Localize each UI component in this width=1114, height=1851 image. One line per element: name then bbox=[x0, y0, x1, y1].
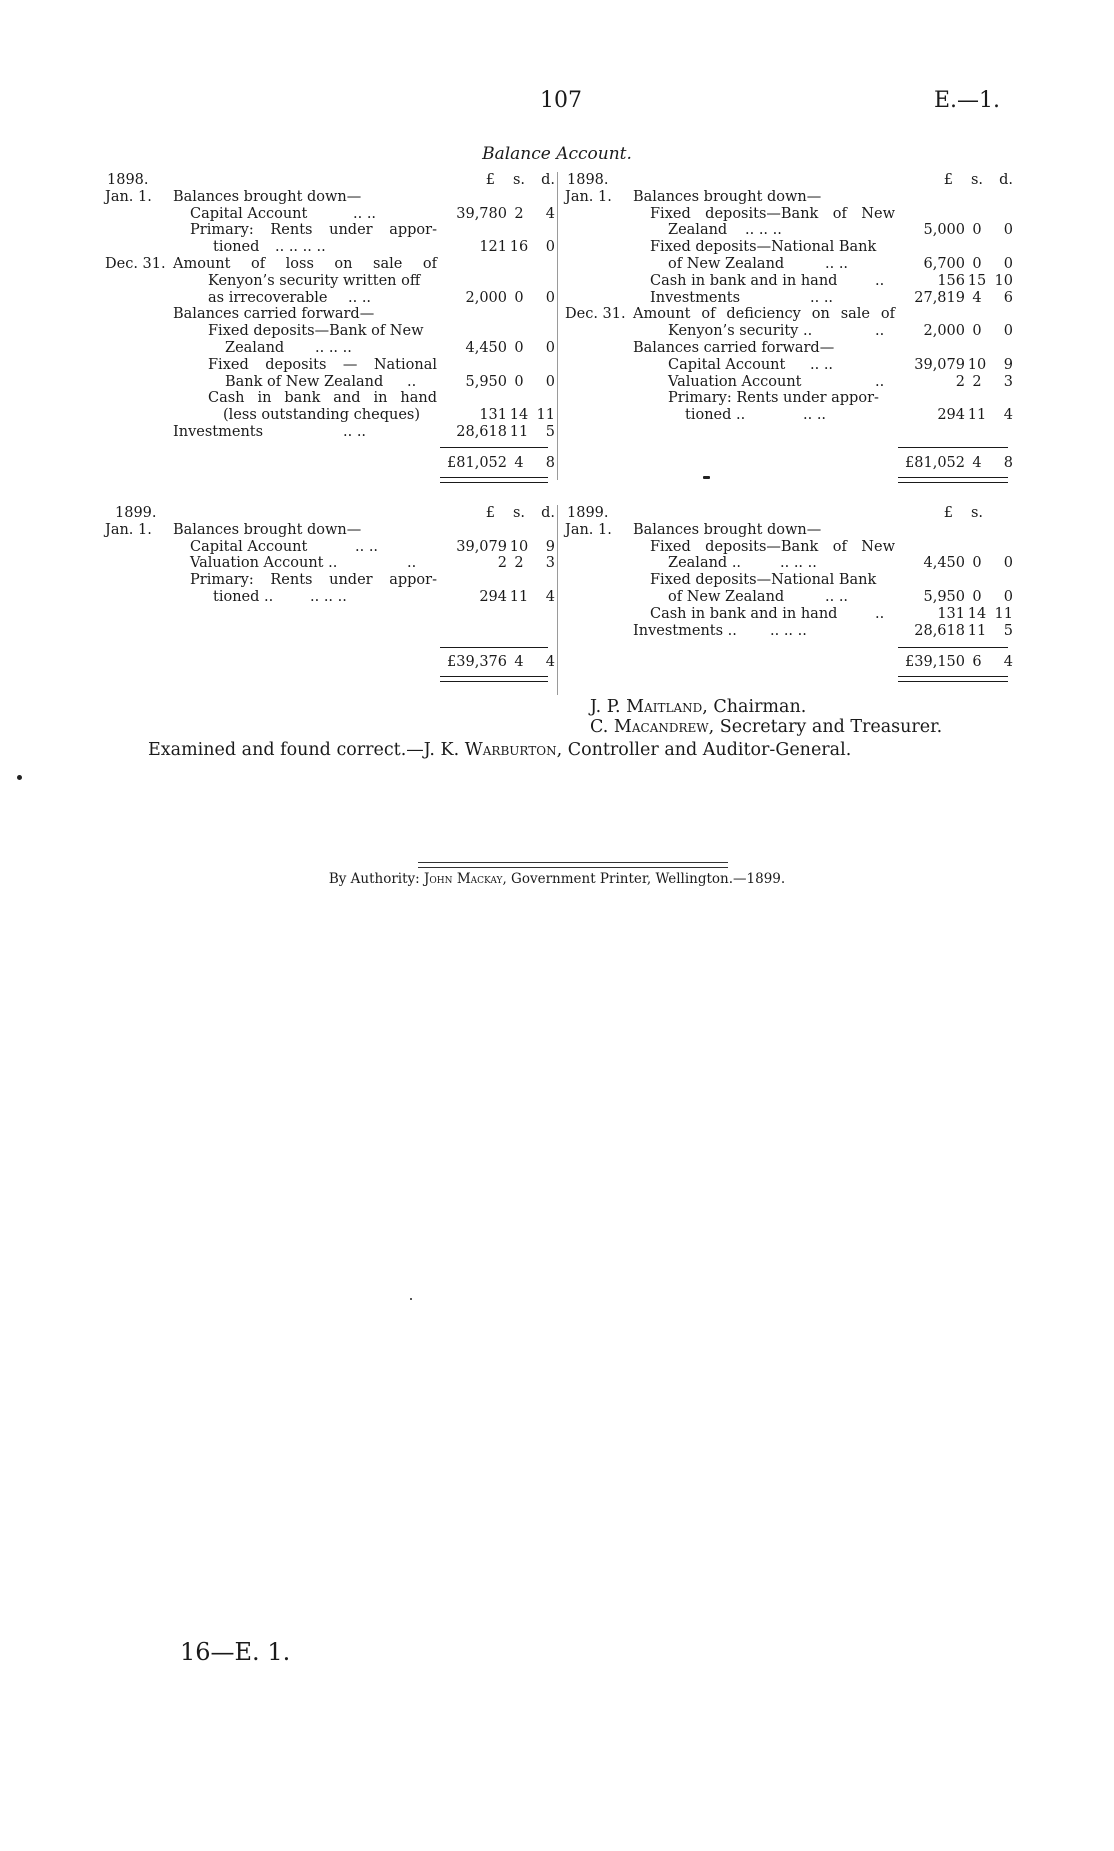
signatory-name: Macandrew bbox=[613, 717, 709, 737]
scan-speck bbox=[410, 1298, 412, 1300]
audit-statement bbox=[148, 740, 851, 760]
pence-value: 0 bbox=[545, 339, 555, 356]
leader-dots: .. .. .. bbox=[780, 555, 817, 572]
ledger-row bbox=[105, 589, 555, 606]
ledger-row bbox=[105, 340, 555, 357]
entry-text: Cash in bank and in hand bbox=[650, 605, 838, 622]
shillings-value: 15 bbox=[967, 272, 987, 289]
pounds-value: 39,079 bbox=[456, 538, 507, 555]
ledger-row bbox=[565, 589, 1013, 606]
auditor-title: , Controller and Auditor-General. bbox=[556, 740, 852, 760]
entry-date: Jan. 1. bbox=[105, 521, 152, 538]
column-divider-1898 bbox=[557, 172, 558, 480]
ledger-row bbox=[565, 256, 1013, 273]
shillings-value: 0 bbox=[972, 555, 982, 572]
year-label: 1899. bbox=[115, 505, 157, 521]
ledger-row bbox=[105, 206, 555, 223]
shillings-value: 14 bbox=[509, 407, 529, 424]
leader-dots: .. .. bbox=[343, 423, 367, 440]
pence-value: 10 bbox=[994, 272, 1013, 289]
shillings-value: 10 bbox=[509, 538, 529, 555]
leader-dots: .. .. bbox=[825, 588, 849, 605]
pence-value: 0 bbox=[1003, 588, 1013, 605]
scan-speck bbox=[17, 775, 22, 780]
entry-text: Investments bbox=[650, 289, 741, 306]
pence-value: 0 bbox=[1003, 555, 1013, 572]
pence-value: 0 bbox=[1003, 323, 1013, 340]
entry-text: Cash in bank and in hand bbox=[650, 272, 838, 289]
pence-header: d. bbox=[541, 505, 555, 521]
ledger-row bbox=[105, 424, 555, 441]
entry-date: Jan. 1. bbox=[565, 521, 612, 538]
shillings-value: 11 bbox=[967, 622, 987, 639]
pence-value: 4 bbox=[545, 588, 555, 605]
ledger-1899-debit bbox=[105, 505, 555, 606]
entry-text: Kenyon’s security .. bbox=[668, 323, 813, 340]
signatory-name: Maitland bbox=[626, 697, 703, 717]
shillings-header: s. bbox=[512, 172, 526, 188]
pence-value: 5 bbox=[545, 423, 555, 440]
entry-text: Balances carried forward— bbox=[173, 306, 375, 323]
pounds-value: 5,000 bbox=[923, 222, 965, 239]
pounds-value: 39,780 bbox=[456, 205, 507, 222]
ledger-row bbox=[565, 407, 1013, 424]
pounds-value: 294 bbox=[479, 588, 507, 605]
leader-dots: .. .. bbox=[825, 255, 849, 272]
pounds-value: 131 bbox=[479, 407, 507, 424]
entry-text: Balances brought down— bbox=[173, 521, 362, 538]
total-shillings: 4 bbox=[514, 654, 524, 670]
shillings-value: 2 bbox=[972, 373, 982, 390]
entry-text: as irrecoverable bbox=[208, 289, 328, 306]
entry-text: Capital Account bbox=[190, 205, 308, 222]
entry-text: Fixed deposits—Bank of New bbox=[650, 538, 895, 555]
audit-prefix: Examined and found correct.—J. K. bbox=[148, 740, 460, 760]
shillings-value: 11 bbox=[967, 407, 987, 424]
pence-value: 0 bbox=[545, 239, 555, 256]
ledger-row bbox=[105, 290, 555, 307]
pence-value: 3 bbox=[545, 555, 555, 572]
double-rule bbox=[440, 477, 548, 483]
entry-text: Cash in bank and in hand bbox=[208, 390, 437, 407]
entry-text: Capital Account bbox=[668, 356, 786, 373]
leader-dots: .. .. .. bbox=[770, 622, 807, 639]
total-row-1898-debit bbox=[105, 455, 555, 472]
pounds-value: 4,450 bbox=[923, 555, 965, 572]
total-pence: 4 bbox=[545, 654, 555, 670]
shillings-header: s. bbox=[970, 505, 984, 521]
printer-name: John Mackay bbox=[424, 871, 503, 887]
ledger-1898-credit bbox=[565, 172, 1013, 424]
ledger-row bbox=[565, 273, 1013, 290]
pounds-value: 2,000 bbox=[923, 323, 965, 340]
ledger-row bbox=[105, 407, 555, 424]
shillings-value: 4 bbox=[972, 289, 982, 306]
shillings-value: 0 bbox=[972, 323, 982, 340]
entry-text: Zealand bbox=[668, 222, 728, 239]
entry-text: Investments bbox=[173, 423, 264, 440]
ledger-row bbox=[565, 323, 1013, 340]
total-pounds: £39,150 bbox=[905, 654, 965, 670]
total-row-1899-debit bbox=[105, 654, 555, 671]
leader-dots: .. bbox=[407, 555, 417, 572]
leader-dots: .. .. .. bbox=[315, 339, 352, 356]
entry-text: Capital Account bbox=[190, 538, 308, 555]
year-label: 1898. bbox=[107, 172, 149, 188]
shillings-value: 11 bbox=[509, 423, 529, 440]
document-reference: E.—1. bbox=[934, 88, 1001, 113]
total-pence: 4 bbox=[1003, 654, 1013, 670]
year-label: 1899. bbox=[567, 505, 609, 521]
entry-text: tioned .. bbox=[213, 588, 274, 605]
pounds-value: 2,000 bbox=[465, 289, 507, 306]
pence-value: 0 bbox=[545, 289, 555, 306]
ledger-row bbox=[565, 606, 1013, 623]
pounds-value: 6,700 bbox=[923, 255, 965, 272]
total-pounds: £81,052 bbox=[905, 455, 965, 471]
ledger-row bbox=[105, 239, 555, 256]
entry-date: Jan. 1. bbox=[105, 188, 152, 205]
pence-value: 4 bbox=[545, 205, 555, 222]
pounds-header: £ bbox=[485, 172, 495, 188]
entry-text: Balances brought down— bbox=[633, 521, 822, 538]
entry-text: Primary: Rents under appor- bbox=[668, 390, 879, 407]
entry-text: Fixed deposits—Bank of New bbox=[208, 323, 424, 340]
shillings-value: 0 bbox=[514, 373, 524, 390]
pence-value: 0 bbox=[1003, 222, 1013, 239]
pence-value: 9 bbox=[545, 538, 555, 555]
pounds-value: 5,950 bbox=[923, 588, 965, 605]
ledger-row bbox=[565, 290, 1013, 307]
pence-value: 6 bbox=[1003, 289, 1013, 306]
total-rule bbox=[898, 647, 1008, 648]
shillings-value: 11 bbox=[509, 588, 529, 605]
entry-date: Dec. 31. bbox=[565, 306, 626, 323]
double-rule bbox=[898, 676, 1008, 682]
total-pounds: £81,052 bbox=[447, 455, 507, 471]
ledger-1898-debit bbox=[105, 172, 555, 441]
leader-dots: .. bbox=[875, 323, 885, 340]
leader-dots: .. .. .. bbox=[310, 588, 347, 605]
ledger-row bbox=[565, 623, 1013, 640]
entry-text: Primary: Rents under appor- bbox=[190, 222, 437, 239]
pounds-value: 4,450 bbox=[465, 339, 507, 356]
entry-text: Amount of deficiency on sale of bbox=[633, 306, 895, 323]
entry-text: Investments .. bbox=[633, 622, 737, 639]
leader-dots: .. bbox=[875, 605, 885, 622]
print-signature-mark: 16—E. 1. bbox=[180, 1638, 291, 1666]
pence-value: 11 bbox=[994, 605, 1013, 622]
signature-chairman bbox=[590, 697, 806, 717]
shillings-header: s. bbox=[970, 172, 984, 188]
leader-dots: .. .. .. bbox=[745, 222, 782, 239]
leader-dots: .. .. bbox=[810, 356, 834, 373]
leader-dots: .. bbox=[875, 272, 885, 289]
entry-text: Valuation Account bbox=[668, 373, 802, 390]
leader-dots: .. .. bbox=[353, 205, 377, 222]
entry-text: Fixed deposits — National bbox=[208, 356, 437, 373]
pounds-header: £ bbox=[943, 505, 953, 521]
entry-date: Jan. 1. bbox=[565, 188, 612, 205]
account-title: Balance Account. bbox=[482, 144, 632, 164]
entry-text: of New Zealand bbox=[668, 255, 785, 272]
entry-text: Fixed deposits—National Bank bbox=[650, 572, 877, 589]
ledger-row bbox=[565, 555, 1013, 572]
pounds-header: £ bbox=[485, 505, 495, 521]
total-rule bbox=[440, 647, 548, 648]
page-number: 107 bbox=[540, 88, 582, 113]
double-rule bbox=[440, 676, 548, 682]
pounds-value: 28,618 bbox=[914, 622, 965, 639]
pounds-value: 39,079 bbox=[914, 356, 965, 373]
total-rule bbox=[440, 447, 548, 448]
pounds-value: 5,950 bbox=[465, 373, 507, 390]
ledger-row bbox=[105, 374, 555, 391]
entry-text: tioned bbox=[213, 239, 260, 256]
signatory-role: , Chairman. bbox=[702, 697, 807, 717]
printer-imprint bbox=[0, 871, 1114, 887]
pounds-value: 2 bbox=[955, 373, 965, 390]
ledger-row bbox=[105, 539, 555, 556]
column-divider-1899 bbox=[557, 505, 558, 695]
entry-text: Amount of loss on sale of bbox=[173, 255, 437, 272]
imprint-rule bbox=[418, 862, 728, 868]
total-shillings: 6 bbox=[972, 654, 982, 670]
shillings-value: 0 bbox=[514, 339, 524, 356]
total-pence: 8 bbox=[545, 455, 555, 471]
pounds-value: 2 bbox=[497, 555, 507, 572]
signatory-role: , Secretary and Treasurer. bbox=[708, 717, 943, 737]
entry-text: Kenyon’s security written off bbox=[208, 272, 421, 289]
leader-dots: .. bbox=[875, 373, 885, 390]
pence-value: 0 bbox=[1003, 255, 1013, 272]
entry-text: Zealand .. bbox=[668, 555, 742, 572]
total-rule bbox=[898, 447, 1008, 448]
pounds-value: 27,819 bbox=[914, 289, 965, 306]
shillings-header: s. bbox=[512, 505, 526, 521]
pence-value: 11 bbox=[536, 407, 555, 424]
shillings-value: 0 bbox=[972, 588, 982, 605]
shillings-value: 0 bbox=[972, 255, 982, 272]
entry-text: tioned .. bbox=[685, 407, 746, 424]
entry-text: Zealand bbox=[225, 339, 285, 356]
scan-speck bbox=[703, 476, 710, 479]
shillings-value: 10 bbox=[967, 356, 987, 373]
leader-dots: .. .. .. .. bbox=[275, 239, 326, 256]
total-row-1899-credit bbox=[565, 654, 1013, 671]
entry-text: Fixed deposits—Bank of New bbox=[650, 205, 895, 222]
leader-dots: .. .. bbox=[810, 289, 834, 306]
pence-value: 5 bbox=[1003, 622, 1013, 639]
pence-value: 3 bbox=[1003, 373, 1013, 390]
pence-value: 4 bbox=[1003, 407, 1013, 424]
ledger-1899-credit bbox=[565, 505, 1013, 639]
imprint-suffix: , Government Printer, Wellington.—1899. bbox=[502, 871, 786, 887]
signatory-initials: J. P. bbox=[590, 697, 621, 717]
shillings-value: 16 bbox=[509, 239, 529, 256]
ledger-row bbox=[105, 555, 555, 572]
entry-text: Fixed deposits—National Bank bbox=[650, 239, 877, 256]
total-pounds: £39,376 bbox=[447, 654, 507, 670]
entry-text: Balances carried forward— bbox=[633, 339, 835, 356]
pounds-header: £ bbox=[943, 172, 953, 188]
leader-dots: .. .. bbox=[355, 538, 379, 555]
shillings-value: 14 bbox=[967, 605, 987, 622]
imprint-prefix: By Authority: bbox=[328, 871, 420, 887]
pence-header: d. bbox=[541, 172, 555, 188]
total-shillings: 4 bbox=[972, 455, 982, 471]
ledger-row bbox=[565, 222, 1013, 239]
total-shillings: 4 bbox=[514, 455, 524, 471]
entry-date: Dec. 31. bbox=[105, 255, 166, 272]
pounds-value: 131 bbox=[937, 605, 965, 622]
double-rule bbox=[898, 477, 1008, 483]
pence-value: 0 bbox=[545, 373, 555, 390]
shillings-value: 2 bbox=[514, 205, 524, 222]
ledger-row bbox=[565, 374, 1013, 391]
entry-text: Balances brought down— bbox=[633, 188, 822, 205]
leader-dots: .. .. bbox=[348, 289, 372, 306]
pounds-value: 156 bbox=[937, 272, 965, 289]
ledger-row bbox=[565, 357, 1013, 374]
shillings-value: 0 bbox=[972, 222, 982, 239]
entry-text: (less outstanding cheques) bbox=[223, 407, 421, 424]
signatory-initials: C. bbox=[590, 717, 609, 737]
entry-text: of New Zealand bbox=[668, 588, 785, 605]
total-pence: 8 bbox=[1003, 455, 1013, 471]
auditor-name: Warburton bbox=[464, 740, 557, 760]
pounds-value: 28,618 bbox=[456, 423, 507, 440]
total-row-1898-credit bbox=[565, 455, 1013, 472]
entry-text: Balances brought down— bbox=[173, 188, 362, 205]
leader-dots: .. bbox=[407, 373, 417, 390]
shillings-value: 0 bbox=[514, 289, 524, 306]
pence-value: 9 bbox=[1003, 356, 1013, 373]
entry-text: Valuation Account .. bbox=[190, 555, 338, 572]
signature-secretary bbox=[590, 717, 942, 737]
year-label: 1898. bbox=[567, 172, 609, 188]
pence-header: d. bbox=[999, 172, 1013, 188]
shillings-value: 2 bbox=[514, 555, 524, 572]
entry-text: Bank of New Zealand bbox=[225, 373, 384, 390]
leader-dots: .. .. bbox=[803, 407, 827, 424]
entry-text: Primary: Rents under appor- bbox=[190, 572, 437, 589]
pounds-value: 121 bbox=[479, 239, 507, 256]
pounds-value: 294 bbox=[937, 407, 965, 424]
